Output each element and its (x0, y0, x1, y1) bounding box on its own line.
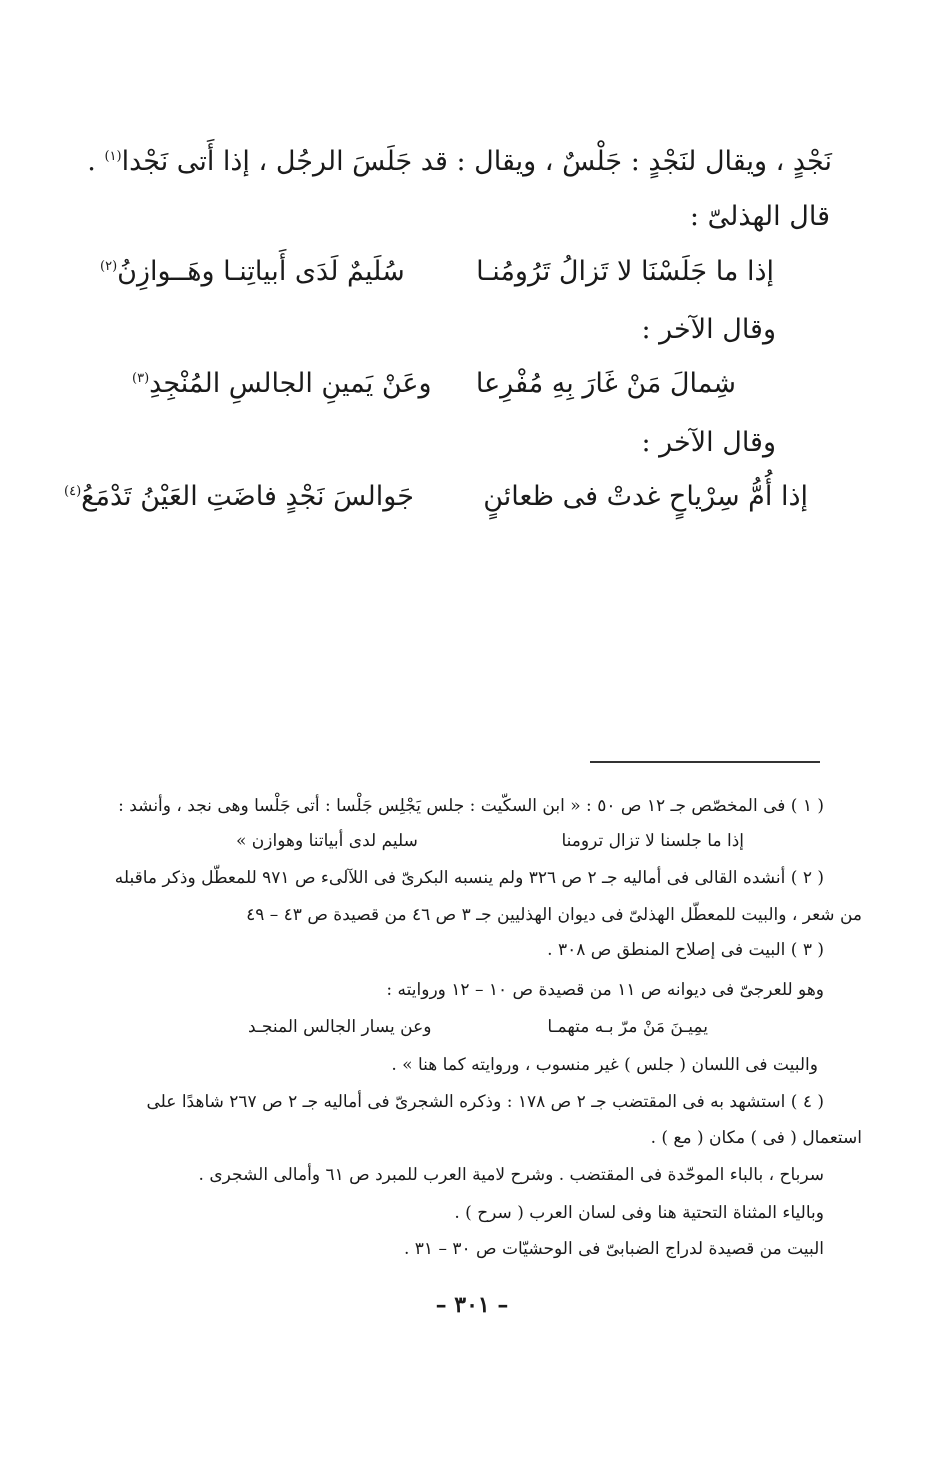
footnote-3-verse-second: وعن يسار الجالس المنجـد (248, 1017, 432, 1037)
footnote-1-verse-first: إذا ما جلسنا لا تزال ترومنا (561, 831, 744, 851)
footnote-ref-4: (٤) (64, 484, 82, 499)
footnote-4-line-4: وبالياء المثناة التحتية هنا وفى لسان العرب ( سرح ) . (454, 1203, 824, 1223)
verse-1-first-hemistich: إذا ما جَلَسْنَا لا تَزالُ تَرُومُنـا (476, 256, 774, 287)
footnote-3-line-1: ( ٣ ) البيت فى إصلاح المنطق ص ٣٠٨ . (547, 940, 824, 960)
main-text-line-6: وقال الآخر : (641, 427, 776, 458)
page-number: – ٣٠١ – (435, 1292, 509, 1318)
footnote-1-line-1: ( ١ ) فى المخصّص جـ ١٢ ص ٥٠ : « ابن السكّيت : جلس يَجْلِس جَلْسا : أتى جَلْسا وهى نجد ، وأنشد : (118, 796, 824, 816)
main-text-line-1 (87, 146, 832, 177)
verse-3-second-hemistich-text: جَوالسَ نَجْدٍ فاضَتِ العَيْنُ تَدْمَعُ (81, 481, 414, 512)
verse-2-second-hemistich-text: وعَنْ يَمينِ الجالسِ المُنْجِدِ (149, 368, 432, 399)
footnote-ref-3: (٣) (132, 371, 150, 386)
footnote-4-line-1: ( ٤ ) استشهد به فى المقتضب جـ ٢ ص ١٧٨ : وذكره الشجرىّ فى أماليه جـ ٢ ص ٢٦٧ شاهدًا على (146, 1092, 824, 1112)
footnote-4-line-3: سرباح ، بالباء الموحّدة فى المقتضب . وشرح لامية العرب للمبرد ص ٦١ وأمالى الشجرى . (198, 1165, 824, 1185)
main-text-line-2: قال الهذلىّ : (689, 201, 830, 232)
footnote-3-line-2: وهو للعرجىّ فى ديوانه ص ١١ من قصيدة ص ١٠ – ١٢ وروايته : (386, 980, 824, 1000)
footnote-separator (590, 761, 820, 763)
footnote-ref-1: (١) (104, 149, 122, 164)
verse-3-first-hemistich: إذا أُمُّ سِرْياحٍ غدتْ فى ظعائنٍ (483, 481, 808, 512)
footnote-2-line-2: من شعر ، والبيت للمعطّل الهذلىّ فى ديوان الهذليين جـ ٣ ص ٤٦ من قصيدة ص ٤٣ – ٤٩ (246, 905, 862, 925)
verse-1-second-hemistich (100, 256, 405, 287)
verse-2-first-hemistich: شِمالَ مَنْ غَارَ بِهِ مُفْرِعا (475, 368, 736, 399)
main-text-line-1-tail: . (87, 146, 105, 177)
footnote-ref-2: (٢) (100, 259, 118, 274)
footnote-3-verse-first: يمِيـنَ مَنْ مرّ بـه متهمـا (547, 1017, 708, 1037)
verse-3-second-hemistich (64, 481, 414, 512)
verse-2-second-hemistich (132, 368, 432, 399)
footnote-4-line-2: استعمال ( فى ) مكان ( مع ) . (650, 1128, 862, 1148)
main-text-line-1-body: نَجْدٍ ، ويقال لنَجْدٍ : جَلْسٌ ، ويقال : قد جَلَسَ الرجُل ، إذا أَتى نَجْدا (121, 146, 832, 177)
footnote-2-line-1: ( ٢ ) أنشده القالى فى أماليه جـ ٢ ص ٣٢٦ ولم ينسبه البكرىّ فى اللآلىء ص ٩٧١ للمعطّل وذكر ماقبله (114, 868, 824, 888)
main-text-line-4: وقال الآخر : (641, 314, 776, 345)
verse-1-second-hemistich-text: سُلَيمٌ لَدَى أَبياتِنـا وهَــوازِنُ (117, 256, 405, 287)
footnote-3-line-4: والبيت فى اللسان ( جلس ) غير منسوب ، وروايته كما هنا » . (391, 1055, 818, 1075)
footnote-1-verse-second: سليم لدى أبياتنا وهوازن » (236, 831, 418, 851)
footnote-4-line-5: البيت من قصيدة لدراج الضبابىّ فى الوحشيّات ص ٣٠ – ٣١ . (403, 1239, 824, 1259)
